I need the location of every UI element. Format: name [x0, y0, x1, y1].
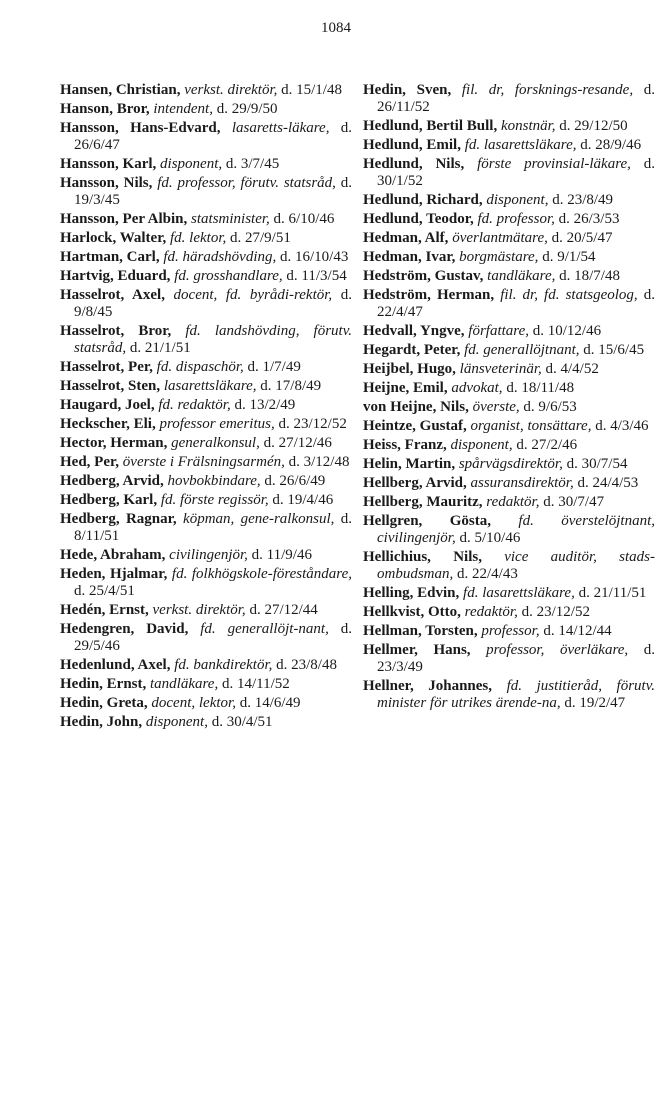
entry-date: d. 15/1/48	[281, 82, 342, 98]
entry-name: Hedström, Gustav,	[363, 268, 484, 284]
register-entry	[363, 513, 655, 547]
entry-name: Hartman, Carl,	[60, 249, 160, 265]
entry-name: Hellberg, Mauritz,	[363, 494, 483, 510]
register-entry	[60, 175, 352, 209]
entry-name: Hedberg, Ragnar,	[60, 511, 177, 527]
entry-title: hovbokbindare,	[167, 473, 261, 489]
entry-title: fd. lasarettsläkare,	[464, 137, 577, 153]
entry-title: fd. dispaschör,	[156, 359, 244, 375]
entry-date: d. 9/1/54	[542, 249, 596, 265]
entry-title: professor emeritus,	[159, 416, 275, 432]
entry-name: Hedin, Greta,	[60, 695, 148, 711]
register-entry	[60, 547, 352, 564]
register-entry	[60, 323, 352, 357]
entry-date: d. 23/3/49	[377, 642, 655, 675]
entry-date: d. 27/12/46	[263, 435, 332, 451]
entry-name: Hellman, Torsten,	[363, 623, 478, 639]
entry-date: d. 30/4/51	[211, 714, 273, 730]
entry-name: Hellmer, Hans,	[363, 642, 471, 658]
entry-name: Hedenlund, Axel,	[60, 657, 171, 673]
register-entry	[60, 416, 352, 433]
entry-name: Heckscher, Eli,	[60, 416, 156, 432]
entry-title: disponent,	[160, 156, 223, 172]
register-entry	[363, 268, 655, 285]
register-entry	[363, 585, 655, 602]
register-entry	[363, 678, 655, 712]
entry-name: Hedman, Ivar,	[363, 249, 456, 265]
register-entry	[363, 287, 655, 321]
register-entry	[60, 230, 352, 247]
register-entry	[363, 323, 655, 340]
register-entry	[60, 435, 352, 452]
register-entry	[60, 101, 352, 118]
entry-title: konstnär,	[500, 118, 556, 134]
entry-title: överste,	[472, 399, 520, 415]
entry-date: d. 20/5/47	[551, 230, 613, 246]
register-entry	[363, 249, 655, 266]
entry-date: d. 11/9/46	[251, 547, 312, 563]
entry-date: d. 1/7/49	[247, 359, 301, 375]
entry-date: d. 29/9/50	[216, 101, 278, 117]
entry-date: d. 8/11/51	[74, 511, 352, 544]
register-entry	[60, 82, 352, 99]
entry-title: disponent,	[450, 437, 513, 453]
entry-name: Helin, Martin,	[363, 456, 456, 472]
entry-name: Heijne, Emil,	[363, 380, 448, 396]
entry-date: d. 4/4/52	[545, 361, 599, 377]
entry-title: tandläkare,	[150, 676, 219, 692]
entry-date: d. 10/12/46	[532, 323, 602, 339]
entry-title: disponent,	[486, 192, 549, 208]
register-entry	[60, 249, 352, 266]
entry-name: Harlock, Walter,	[60, 230, 167, 246]
register-entry	[60, 454, 352, 471]
entry-title: fd. redaktör,	[158, 397, 231, 413]
entry-date: d. 26/3/53	[558, 211, 620, 227]
entry-date: d. 26/6/49	[264, 473, 326, 489]
register-entry	[60, 657, 352, 674]
entry-name: Hedlund, Emil,	[363, 137, 461, 153]
entry-date: d. 6/10/46	[273, 211, 335, 227]
entry-title: fd. justitieråd, förutv. minister för utrikes ärende-na,	[377, 678, 656, 711]
entry-date: d. 5/10/46	[459, 530, 521, 546]
entry-title: författare,	[468, 323, 529, 339]
entry-date: d. 14/11/52	[221, 676, 290, 692]
register-entry	[363, 342, 655, 359]
register-entry	[60, 268, 352, 285]
entry-title: vice auditör, stads-ombudsman,	[377, 549, 655, 582]
entry-name: Hedengren, David,	[60, 621, 189, 637]
entry-title: verkst. direktör,	[184, 82, 278, 98]
entry-name: Hedlund, Nils,	[363, 156, 465, 172]
register-entry	[363, 604, 655, 621]
entry-date: d. 25/4/51	[74, 583, 135, 599]
register-entry	[363, 437, 655, 454]
entry-date: d. 14/12/44	[543, 623, 612, 639]
entry-date: d. 17/8/49	[260, 378, 322, 394]
entry-title: tandläkare,	[487, 268, 556, 284]
page-number: 1084	[321, 20, 351, 36]
entry-date: d. 29/5/46	[74, 621, 352, 654]
register-entry	[363, 230, 655, 247]
entry-title: organist, tonsättare,	[470, 418, 592, 434]
entry-date: d. 23/12/52	[278, 416, 347, 432]
register-entry	[60, 676, 352, 693]
entry-title: fd. överstelöjtnant, civilingenjör,	[377, 513, 656, 546]
entry-date: d. 23/12/52	[521, 604, 590, 620]
entry-title: fd. grosshandlare,	[174, 268, 283, 284]
entry-title: fd. folkhögskole-föreståndare,	[171, 566, 352, 582]
entry-date: d. 3/12/48	[288, 454, 350, 470]
register-entry	[60, 120, 352, 154]
entry-date: d. 9/8/45	[74, 287, 352, 320]
entry-name: Hedlund, Bertil Bull,	[363, 118, 498, 134]
entry-date: d. 16/10/43	[280, 249, 349, 265]
entry-title: borgmästare,	[459, 249, 539, 265]
entry-name: Heintze, Gustaf,	[363, 418, 467, 434]
entry-title: fd. lektor,	[170, 230, 227, 246]
entry-title: verkst. direktör,	[152, 602, 246, 618]
entry-date: d. 21/11/51	[578, 585, 647, 601]
entry-name: Hedvall, Yngve,	[363, 323, 465, 339]
entry-date: d. 26/6/47	[74, 120, 353, 153]
entry-title: redaktör,	[486, 494, 540, 510]
entry-name: Hegardt, Peter,	[363, 342, 461, 358]
entry-name: Hedin, Ernst,	[60, 676, 147, 692]
register-entry	[363, 399, 655, 416]
entry-title: fd. professor, förutv. statsråd,	[157, 175, 336, 191]
entry-title: advokat,	[451, 380, 503, 396]
register-entry	[60, 714, 352, 731]
entry-title: köpman, gene-ralkonsul,	[183, 511, 335, 527]
entry-name: Helling, Edvin,	[363, 585, 460, 601]
entry-title: fd. generallöjt-nant,	[200, 621, 329, 637]
entry-date: d. 23/8/49	[552, 192, 614, 208]
register-entry	[363, 192, 655, 209]
register-entry	[363, 494, 655, 511]
entry-name: Heden, Hjalmar,	[60, 566, 168, 582]
entry-name: Hedström, Herman,	[363, 287, 495, 303]
entry-title: fd. landshövding, förutv. statsråd,	[74, 323, 352, 356]
entry-date: d. 15/6/45	[583, 342, 645, 358]
register-entry	[363, 156, 655, 190]
entry-title: fd. professor,	[477, 211, 555, 227]
entry-title: överste i Frälsningsarmén,	[122, 454, 285, 470]
entry-name: Hellberg, Arvid,	[363, 475, 467, 491]
entry-date: d. 22/4/43	[457, 566, 518, 582]
entry-name: Hellner, Johannes,	[363, 678, 493, 694]
entry-date: d. 29/12/50	[559, 118, 628, 134]
entry-name: Hedman, Alf,	[363, 230, 449, 246]
entry-title: docent, lektor,	[151, 695, 236, 711]
entry-date: d. 18/7/48	[559, 268, 620, 284]
entry-name: Hasselrot, Axel,	[60, 287, 165, 303]
entry-date: d. 22/4/47	[377, 287, 656, 320]
register-entry	[60, 566, 352, 600]
entry-date: d. 13/2/49	[234, 397, 296, 413]
entry-date: d. 19/4/46	[272, 492, 334, 508]
entry-date: d. 14/6/49	[239, 695, 301, 711]
entry-name: Hasselrot, Per,	[60, 359, 153, 375]
register-entry	[60, 211, 352, 228]
register-entry	[60, 359, 352, 376]
entry-title: statsminister,	[191, 211, 270, 227]
entry-title: intendent,	[153, 101, 213, 117]
entry-name: Haugard, Joel,	[60, 397, 155, 413]
left-column	[60, 82, 352, 733]
entry-date: d. 24/4/53	[577, 475, 639, 491]
entry-name: Heijbel, Hugo,	[363, 361, 456, 377]
register-entry	[60, 156, 352, 173]
entry-title: assuransdirektör,	[470, 475, 574, 491]
entry-name: Hedberg, Arvid,	[60, 473, 164, 489]
entry-name: Hansson, Hans-Edvard,	[60, 120, 221, 136]
entry-title: fd. förste regissör,	[160, 492, 269, 508]
entry-name: Heiss, Franz,	[363, 437, 447, 453]
entry-date: d. 4/3/46	[595, 418, 649, 434]
entry-title: redaktör,	[464, 604, 518, 620]
entry-name: Hedin, Sven,	[363, 82, 452, 98]
entry-name: Hedén, Ernst,	[60, 602, 149, 618]
entry-title: förste provinsial-läkare,	[477, 156, 631, 172]
entry-date: d. 30/7/47	[543, 494, 605, 510]
entry-title: lasaretts-läkare,	[231, 120, 330, 136]
register-entry	[60, 378, 352, 395]
register-entry	[363, 456, 655, 473]
entry-name: Hellichius, Nils,	[363, 549, 482, 565]
register-entry	[363, 549, 655, 583]
entry-title: fd. bankdirektör,	[174, 657, 273, 673]
entry-date: d. 23/8/48	[276, 657, 337, 673]
entry-name: Hasselrot, Bror,	[60, 323, 172, 339]
entry-date: d. 11/3/54	[286, 268, 347, 284]
register-entry	[60, 473, 352, 490]
entry-date: d. 27/9/51	[230, 230, 291, 246]
register-entry	[60, 621, 352, 655]
entry-name: Hasselrot, Sten,	[60, 378, 161, 394]
entry-title: fd. generallöjtnant,	[464, 342, 580, 358]
register-entry	[60, 602, 352, 619]
entry-date: d. 19/3/45	[74, 175, 353, 208]
entry-title: spårvägsdirektör,	[458, 456, 563, 472]
entry-title: länsveterinär,	[459, 361, 542, 377]
entry-title: disponent,	[145, 714, 208, 730]
entry-date: d. 30/7/54	[566, 456, 628, 472]
entry-name: Hansen, Christian,	[60, 82, 181, 98]
entry-name: Hanson, Bror,	[60, 101, 150, 117]
entry-date: d. 3/7/45	[225, 156, 280, 172]
entry-title: docent, fd. byrådi-rektör,	[173, 287, 333, 303]
entry-title: professor,	[481, 623, 540, 639]
entry-title: överlantmätare,	[452, 230, 548, 246]
register-entry	[363, 118, 655, 135]
entry-date: d. 28/9/46	[580, 137, 642, 153]
entry-title: fil. dr, forsknings-resande,	[461, 82, 634, 98]
entry-name: Hedin, John,	[60, 714, 143, 730]
entry-name: Hedberg, Karl,	[60, 492, 158, 508]
register-entry	[363, 642, 655, 676]
entry-name: Hellgren, Gösta,	[363, 513, 491, 529]
entry-date: d. 26/11/52	[377, 82, 655, 115]
register-entry	[363, 623, 655, 640]
entry-name: Hansson, Nils,	[60, 175, 153, 191]
entry-title: generalkonsul,	[171, 435, 260, 451]
entry-name: Hansson, Per Albin,	[60, 211, 188, 227]
entry-date: d. 27/2/46	[516, 437, 578, 453]
entry-title: fd. lasarettsläkare,	[463, 585, 575, 601]
entry-title: professor, överläkare,	[486, 642, 629, 658]
entry-name: von Heijne, Nils,	[363, 399, 469, 415]
register-entry	[60, 287, 352, 321]
entry-date: d. 9/6/53	[523, 399, 577, 415]
entry-date: d. 21/1/51	[129, 340, 191, 356]
register-entry	[363, 361, 655, 378]
register-entry	[363, 380, 655, 397]
entry-title: lasarettsläkare,	[163, 378, 257, 394]
entry-title: civilingenjör,	[169, 547, 248, 563]
entry-name: Hedlund, Richard,	[363, 192, 483, 208]
register-entry	[363, 475, 655, 492]
register-entry	[60, 397, 352, 414]
entry-name: Hedlund, Teodor,	[363, 211, 474, 227]
register-entry	[363, 418, 655, 435]
entry-date: d. 19/2/47	[564, 695, 626, 711]
entry-name: Hansson, Karl,	[60, 156, 157, 172]
register-entry	[363, 82, 655, 116]
entry-date: d. 30/1/52	[377, 156, 655, 189]
entry-date: d. 18/11/48	[506, 380, 575, 396]
register-entry	[363, 211, 655, 228]
entry-date: d. 27/12/44	[249, 602, 318, 618]
register-entry	[60, 511, 352, 545]
entry-name: Hellkvist, Otto,	[363, 604, 461, 620]
entry-name: Hed, Per,	[60, 454, 120, 470]
register-entry	[363, 137, 655, 154]
register-entry	[60, 695, 352, 712]
right-column	[363, 82, 655, 714]
entry-name: Hede, Abraham,	[60, 547, 166, 563]
entry-name: Hartvig, Eduard,	[60, 268, 171, 284]
entry-title: fd. häradshövding,	[163, 249, 277, 265]
entry-title: fil. dr, fd. statsgeolog,	[500, 287, 638, 303]
register-entry	[60, 492, 352, 509]
entry-name: Hector, Herman,	[60, 435, 168, 451]
